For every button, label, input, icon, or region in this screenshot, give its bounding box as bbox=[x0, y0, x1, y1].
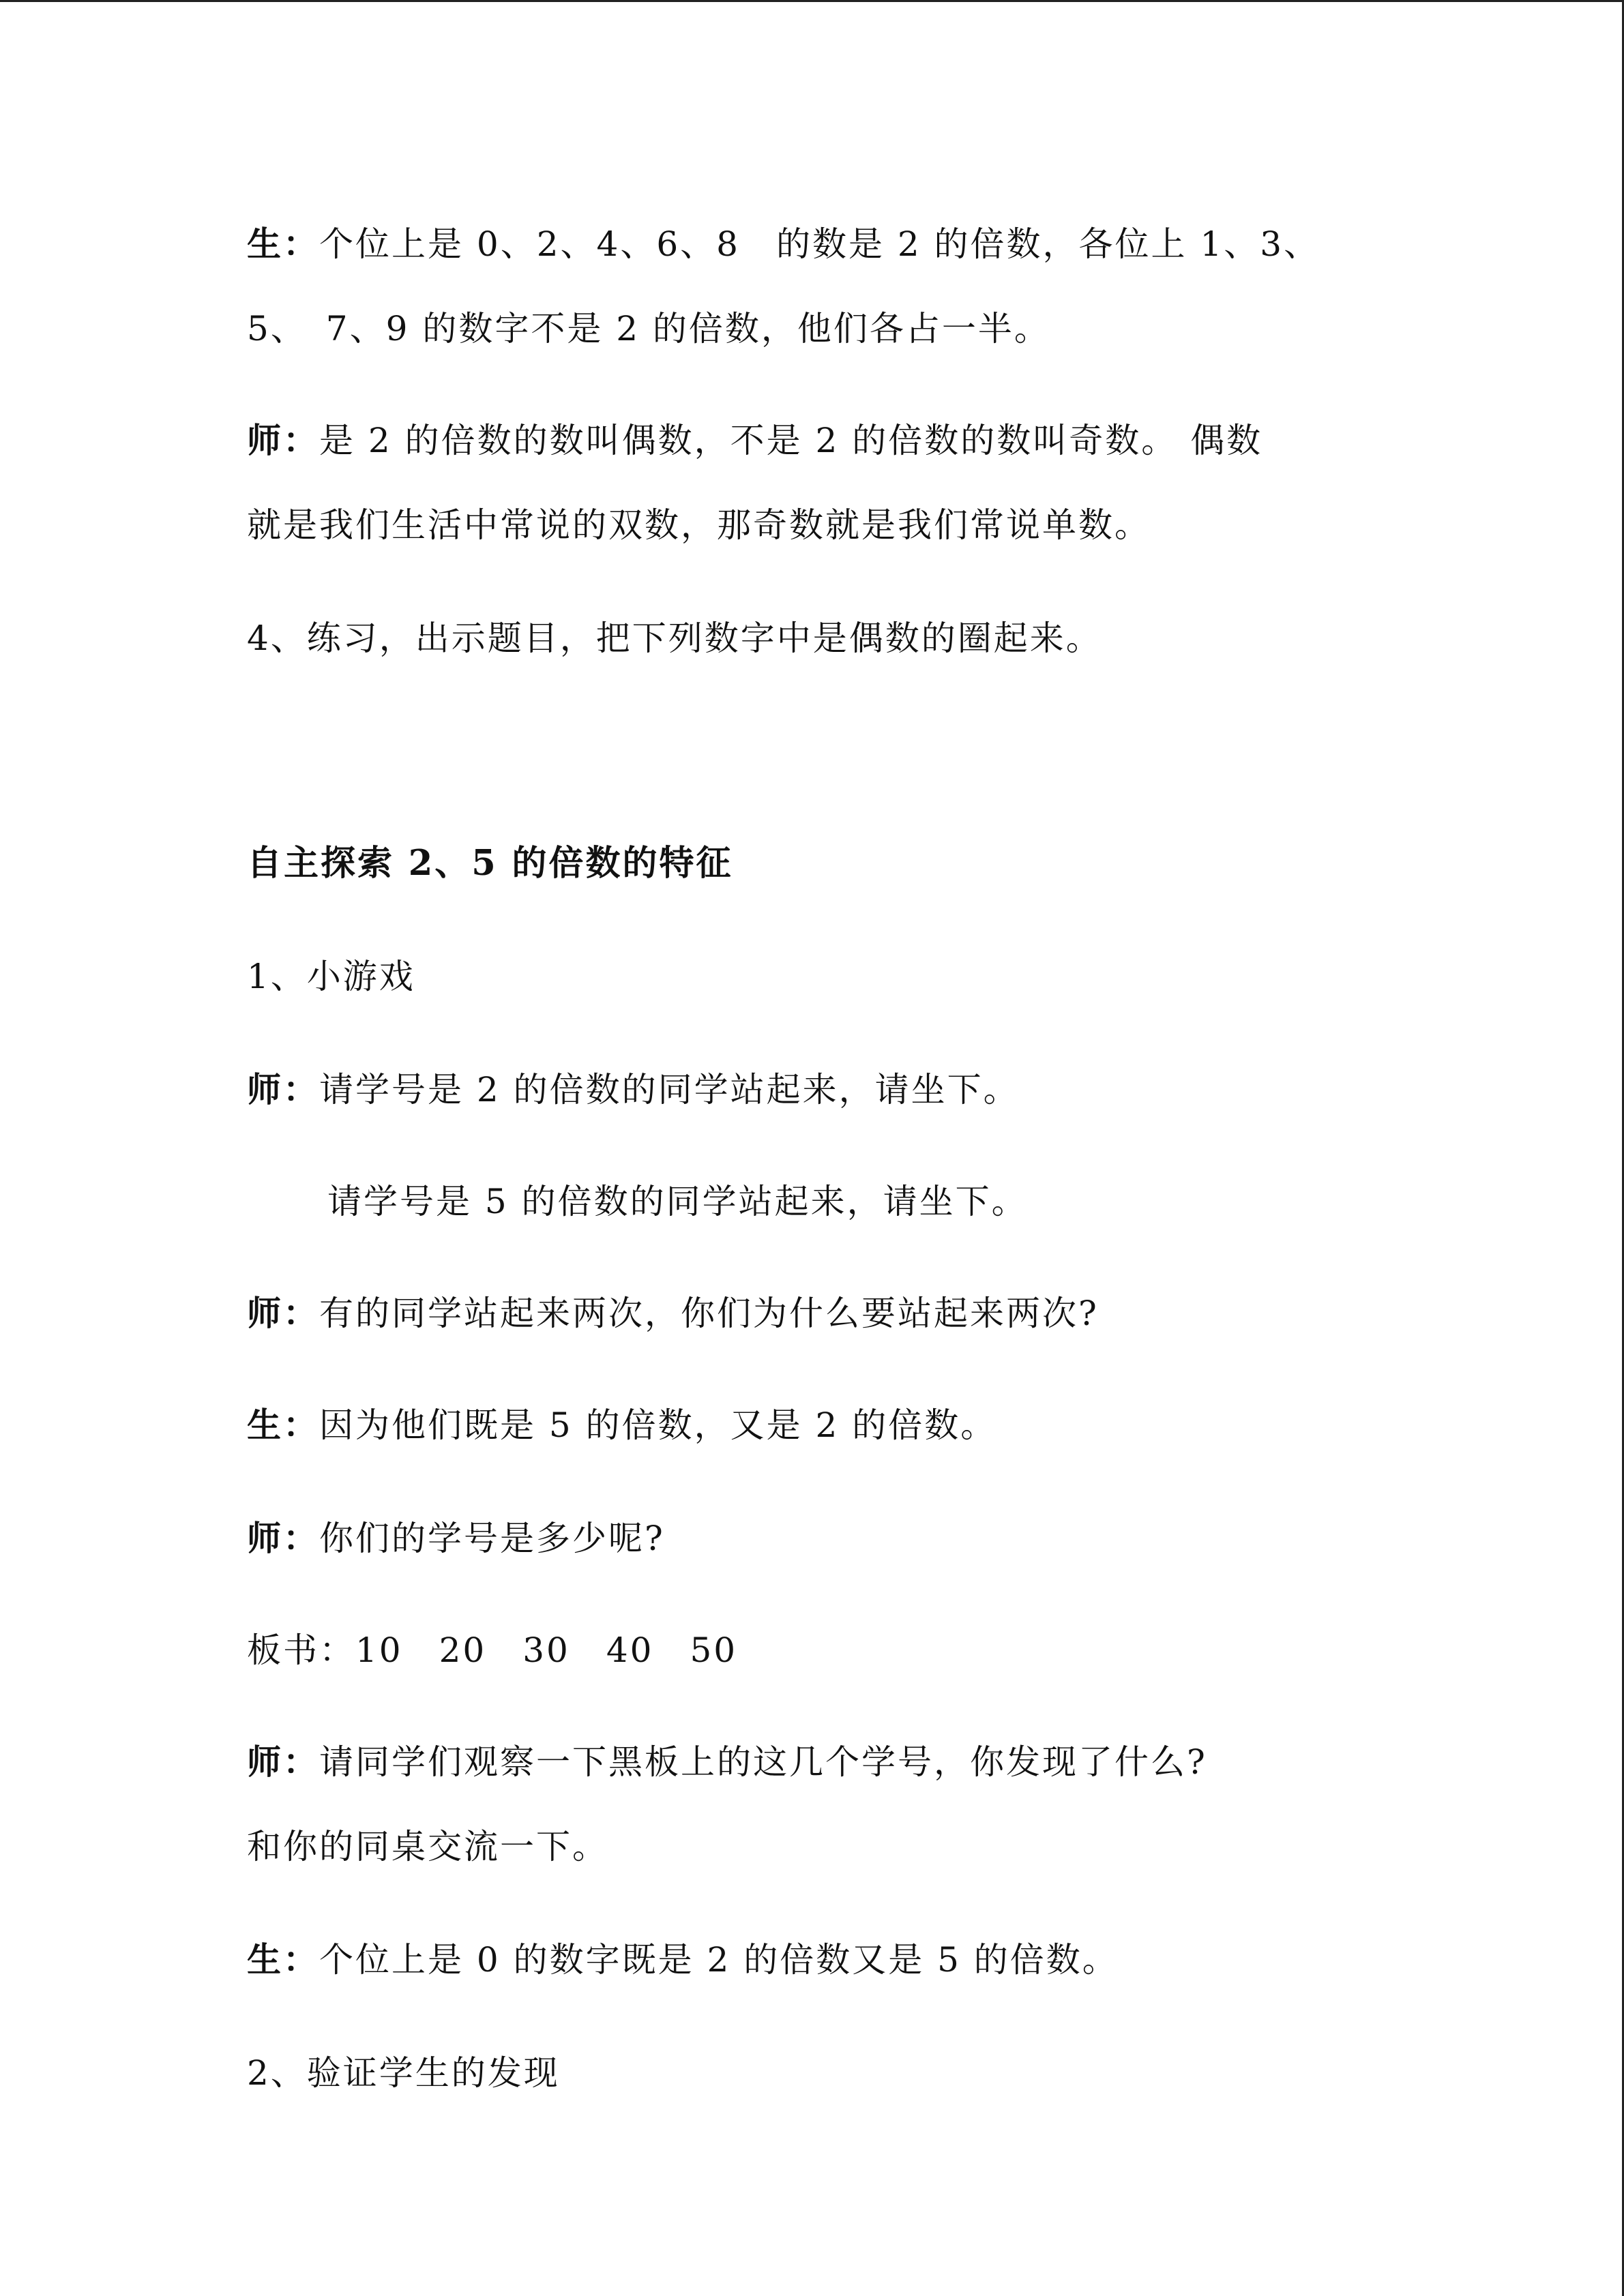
line-text: 请学号是 5 的倍数的同学站起来，请坐下。 bbox=[327, 1182, 1028, 1221]
paragraph-line bbox=[247, 618, 1102, 659]
line-text: 和你的同桌交流一下。 bbox=[247, 1827, 608, 1866]
line-text: 有的同学站起来两次，你们为什么要站起来两次? bbox=[319, 1294, 1099, 1333]
line-text: 板书：10 20 30 40 50 bbox=[247, 1630, 738, 1670]
paragraph-line bbox=[247, 2053, 560, 2093]
line-text: 1、小游戏 bbox=[247, 957, 415, 996]
paragraph-line bbox=[247, 956, 415, 997]
paragraph-line bbox=[247, 1742, 1207, 1783]
paragraph-line bbox=[247, 505, 1151, 546]
line-text: 4、练习，出示题目，把下列数字中是偶数的圈起来。 bbox=[247, 618, 1102, 658]
page-top-border bbox=[0, 0, 1624, 2]
paragraph-line bbox=[247, 420, 1263, 461]
line-text: 请学号是 2 的倍数的同学站起来，请坐下。 bbox=[319, 1070, 1020, 1109]
heading-text: 自主探索 2、5 的倍数的特征 bbox=[247, 843, 733, 884]
line-text: 因为他们既是 5 的倍数，又是 2 的倍数。 bbox=[319, 1405, 997, 1445]
line-text: 请同学们观察一下黑板上的这几个学号，你发现了什么? bbox=[319, 1742, 1207, 1782]
paragraph-line bbox=[247, 1826, 608, 1867]
section-heading bbox=[247, 843, 733, 884]
paragraph-line bbox=[247, 1518, 665, 1559]
speaker-label: 师： bbox=[247, 1293, 319, 1333]
line-text: 5、 7、9 的数字不是 2 的倍数，他们各占一半。 bbox=[247, 309, 1050, 348]
paragraph-line bbox=[247, 224, 1320, 265]
paragraph-line bbox=[247, 1630, 737, 1671]
speaker-label: 师： bbox=[247, 420, 319, 460]
speaker-label: 师： bbox=[247, 1742, 319, 1782]
speaker-label: 生： bbox=[247, 1405, 319, 1445]
line-text: 2、验证学生的发现 bbox=[247, 2053, 560, 2093]
paragraph-line bbox=[247, 308, 1050, 349]
line-text: 个位上是 0 的数字既是 2 的倍数又是 5 的倍数。 bbox=[319, 1940, 1119, 1980]
line-text: 就是我们生活中常说的双数，那奇数就是我们常说单数。 bbox=[247, 505, 1151, 545]
speaker-label: 生： bbox=[247, 224, 319, 264]
speaker-label: 师： bbox=[247, 1518, 319, 1558]
paragraph-line bbox=[247, 1293, 1099, 1334]
line-text: 个位上是 0、2、4、6、8 的数是 2 的倍数，各位上 1、3、 bbox=[319, 224, 1320, 264]
speaker-label: 生： bbox=[247, 1939, 319, 1980]
paragraph-line bbox=[247, 1405, 996, 1446]
line-text: 你们的学号是多少呢? bbox=[319, 1519, 665, 1558]
paragraph-line bbox=[247, 1069, 1020, 1110]
paragraph-line bbox=[327, 1181, 1028, 1222]
paragraph-line bbox=[247, 1939, 1119, 1980]
line-text: 是 2 的倍数的数叫偶数，不是 2 的倍数的数叫奇数。 偶数 bbox=[319, 421, 1263, 460]
speaker-label: 师： bbox=[247, 1069, 319, 1109]
